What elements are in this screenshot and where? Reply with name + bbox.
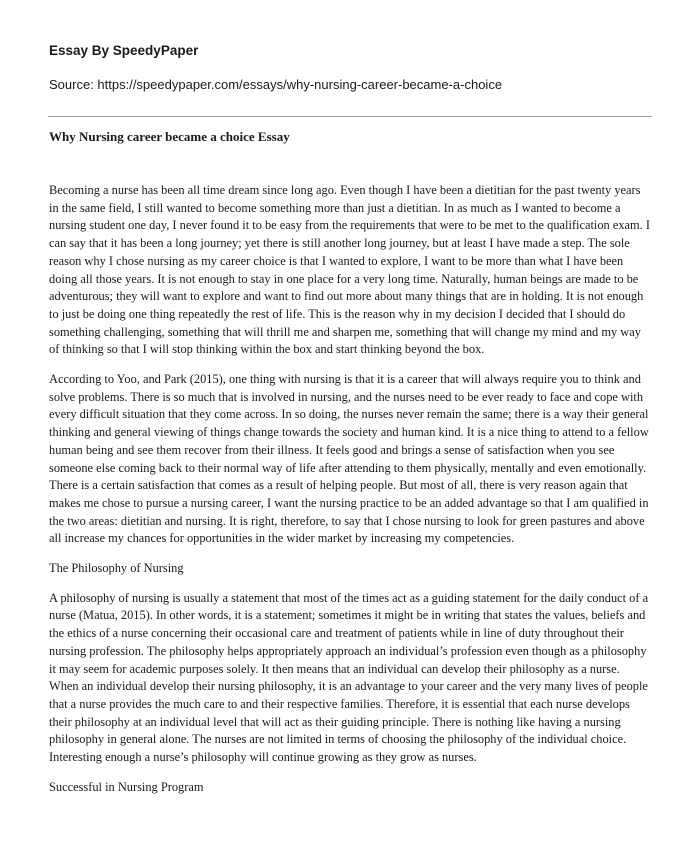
section-heading-success: Successful in Nursing Program xyxy=(49,779,204,794)
paragraph-philosophy: A philosophy of nursing is usually a statement that most of the times act as a guiding statement for the daily conduct of a nurse (Matua, 2015). In other words, it is a statement; sometimes it might be in writing that states the values, beliefs and the ethics of a nurse concerning their occasional care and treatment of patients while in line of duty throughout their nursing profession. The philosophy helps appropriately approach an individual’s profession even though as a philosophy it may seem for academic purposes solely. It then means that an individual can develop their philosophy as a nurse. When an individual develop their nursing philosophy, it is an advantage to your career and the very many lives of people that a nurse provides the much care to and their respective families. Therefore, it is essential that each nurse develops their philosophy at an individual level that will act as their guiding principle. There is nothing like having a nursing philosophy in general alone. The nurses are not limited in terms of choosing the philosophy of the individual choice. Interesting enough a nurse’s philosophy will continue growing as they grow as nurses. xyxy=(49,590,649,765)
essay-body xyxy=(49,182,651,797)
header-divider xyxy=(48,116,652,117)
paragraph-intro: Becoming a nurse has been all time dream since long ago. Even though I have been a dietitian for the past twenty years in the same field, I still wanted to become something more than just a dietitian. In as much as I wanted to become a nursing student one day, I never found it to be easy from the requirements that were to be met to the qualification exam. I can say that it has been a long journey; yet there is still another long journey, but at least I have made a step. The sole reason why I chose nursing as my career choice is that I wanted to explore, I want to be more than what I have been doing all those years. It is not enough to stay in one place for a very long time. Naturally, human beings are made to be adventurous; they will want to explore and want to find out more about many things that are in holding. It is not enough to just be doing one thing repeatedly the rest of life. This is the reason why in my decision I decided that I should do something challenging, something that will thrill me and sharpen me, something that will change my mind and my way of thinking so that I will stop thinking within the box and start thinking beyond the box. xyxy=(49,183,650,357)
section-heading-philosophy: The Philosophy of Nursing xyxy=(49,561,184,576)
paragraph-reasons: According to Yoo, and Park (2015), one thing with nursing is that it is a career that will always require you to think and solve problems. There is so much that is involved in nursing, and the nurses need to be ever ready to face and cope with every difficult situation that they come across. In so doing, the nurses never remain the same; there is a way their general thinking and general viewing of things change towards the society and human kind. It is a nice thing to attend to a fellow human being and see them recover from their illness. It feels good and brings a sense of satisfaction when you see someone else coming back to their normal way of life after attending to them physically, mentally and even emotionally. There is a certain satisfaction that comes as a result of helping people. But most of all, there is very reason again that makes me chose to pursue a nursing career, I want the nursing practice to be an added advantage so that I am qualified in the two areas: dietitian and nursing. It is right, therefore, to say that I chose nursing to look for green pastures and above all increase my chances for opportunities in the wider market by increasing my competencies. xyxy=(49,372,649,546)
essay-title: Why Nursing career became a choice Essay xyxy=(49,129,290,144)
publisher-title: Essay By SpeedyPaper xyxy=(49,43,199,58)
source-url[interactable]: Source: https://speedypaper.com/essays/why-nursing-career-became-a-choice xyxy=(49,77,503,92)
